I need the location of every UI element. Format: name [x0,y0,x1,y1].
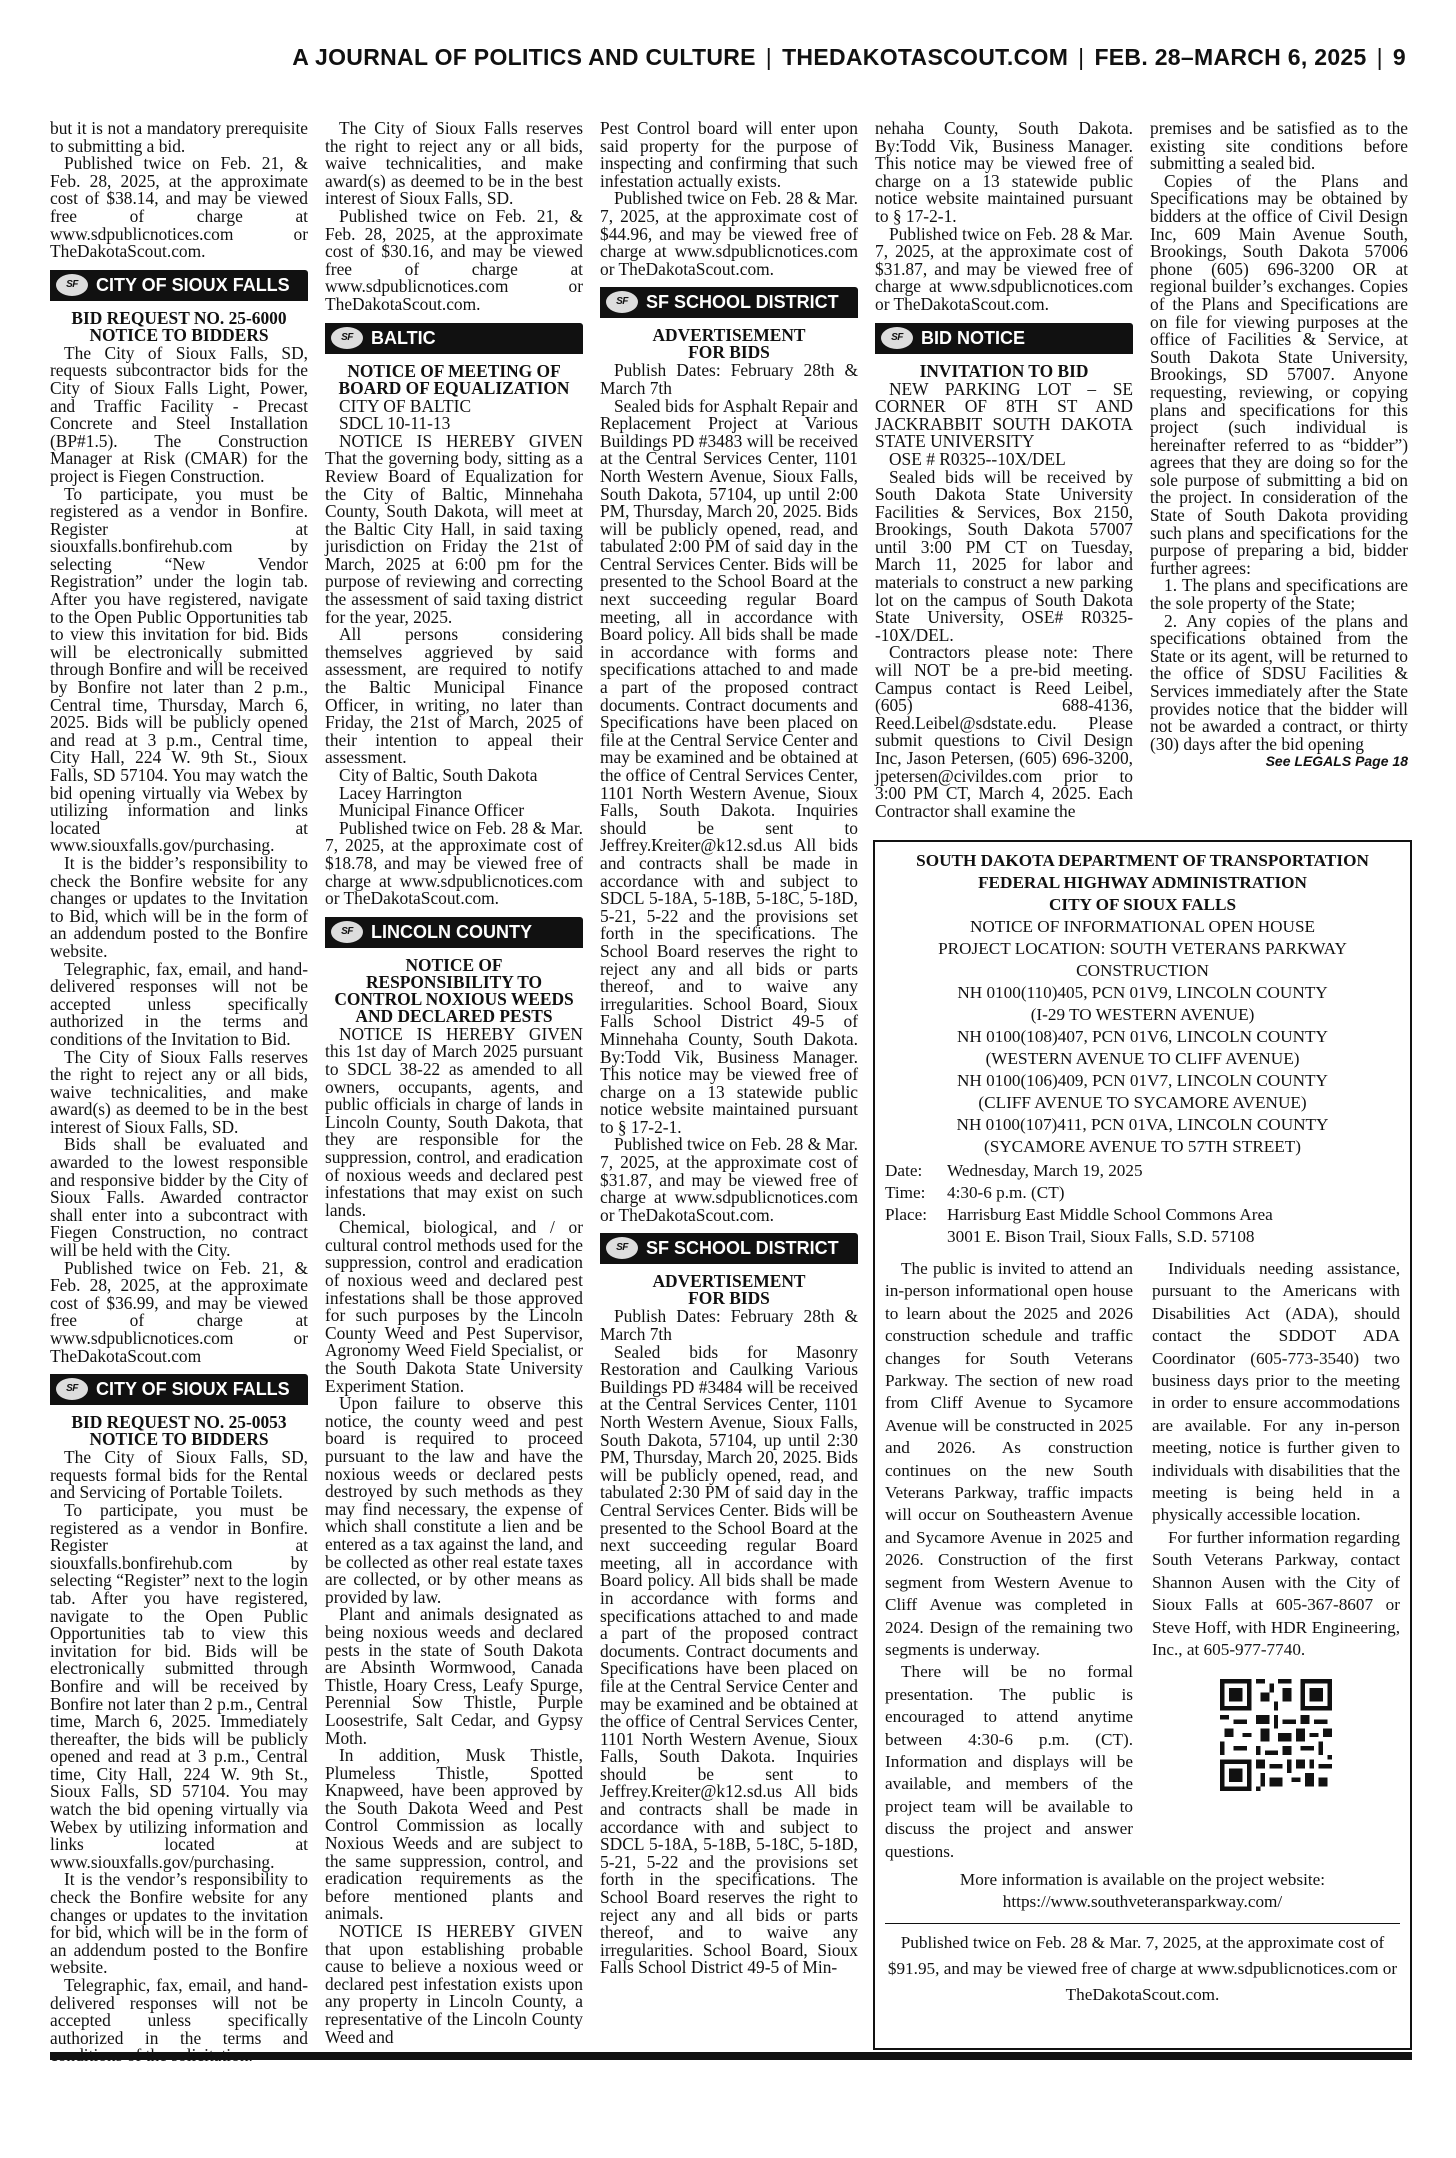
paragraph: NEW PARKING LOT – SE CORNER OF 8TH ST AND JACKRABBIT SOUTH DAKOTA STATE UNIVERSITY [875,378,1133,452]
paragraph: For further information regarding South Veterans Parkway, contact Shannon Ausen with the City of Sioux Falls at 605-367-8607 or Steve Hoff, with HDR Engineering, Inc., at 605-977-7740. [1152,1527,1400,1659]
line: Lacey Harrington [339,782,463,803]
paragraph: Published twice on Feb. 21, & Feb. 28, 2025, at the approximate cost of $36.99, and may be viewed free of charge at www.sdpublicnotices.com or TheDakotaScout.com [50,1257,308,1366]
notice-title: ADVERTISEMENT FOR BIDS [652,1271,806,1309]
paragraph: Published twice on Feb. 21, & Feb. 28, 2025, at the approximate cost of $30.16, and may be viewed free of charge at www.sdpublicnotices.com or TheDakotaScout.com. [325,205,583,314]
paragraph: OSE # R0325--10X/DEL [889,448,1066,469]
box-right-column [1152,1258,1400,1863]
place-address: 3001 E. Bison Trail, Sioux Falls, S.D. 57108 [947,1227,1255,1246]
scout-logo-icon: SF [881,327,913,349]
date-label: Date: [885,1161,923,1180]
category-header: SF BALTIC [325,323,583,354]
column-5 [1150,120,1408,835]
paragraph: Telegraphic, fax, email, and hand-delivered responses will not be accepted unless specifically authorized in the terms and conditions of the Invitation to Bid. [50,958,308,1049]
scout-logo-icon: SF [331,327,363,349]
line: City of Baltic, South Dakota [339,765,538,785]
scout-logo-icon: SF [331,921,363,943]
column-2 [325,120,583,2050]
scout-logo-icon: SF [56,274,88,296]
box-line: NOTICE OF INFORMATIONAL OPEN HOUSE [969,917,1316,936]
paragraph: but it is not a mandatory prerequisite to submitting a bid. [50,118,308,156]
paragraph: Upon failure to observe this notice, the county weed and pest board is required to proceed pursuant to the law and have the noxious weeds or declared pests destroyed by such methods as they may find necessary, the expense of which shall constitute a lien and be entered as a tax against the land, and be collected as other real estate taxes are collected, or by other means as provided by law. [325,1393,583,1607]
paragraph: Contractors please note: There will NOT be a pre-bid meeting. Campus contact is Reed Leibel, (605) 688-4136, Reed.Leibel@sdstate.edu. Please submit questions to Civil Design Inc, Jason Petersen, (605) 696-3200, jpetersen@civildes.com prior to 3:00 PM CT, March 4, 2025. Each Contractor shall examine the [875,642,1133,821]
box-heading: CITY OF SIOUX FALLS [1048,895,1237,914]
paragraph: Telegraphic, fax, email, and hand-delivered responses will not be accepted unless specifically authorized in the terms and [50,1975,308,2048]
box-line: (WESTERN AVENUE TO CLIFF AVENUE) [985,1049,1300,1068]
paragraph: In addition, Musk Thistle, Plumeless Thistle, Spotted Knapweed, have been approved by the South Dakota Weed and Pest Control Commission as locally Noxious Weeds and are subject to the same suppression, control, and eradication requirements as the before mentioned plants and animals. [325,1745,583,1924]
line: CITY OF BALTIC [339,395,472,416]
dot-notice-box [873,840,1412,2050]
project-website-link[interactable]: https://www.southveteransparkway.com/ [1002,1891,1283,1911]
paragraph: The City of Sioux Falls reserves the right to reject any or all bids, waive technicalities, and make award(s) as deemed to be in the best interest of Sioux Falls, SD. [50,1046,308,1137]
scout-logo-icon: SF [606,1237,638,1259]
column-4 [875,120,1133,835]
paragraph: The City of Sioux Falls, SD, requests formal bids for the Rental and Servicing of Portable Toilets. [50,1447,308,1503]
paragraph: 2. Any copies of the plans and specifications obtained from the State or its agent, will be returned to the office of SDSU Facilities & Services immediately after the State provides notice that the bidder will not be awarded a contract, or thirty (30) days after the bid opening [1150,610,1408,754]
box-line: NH 0100(107)411, PCN 01VA, LINCOLN COUNTY [956,1115,1329,1134]
paragraph: Pest Control board will enter upon said property for the purpose of inspecting and confirming that such infestation actually exists. [600,118,858,191]
time-label: Time: [885,1183,926,1202]
box-line: (CLIFF AVENUE TO SYCAMORE AVENUE) [978,1093,1307,1112]
box-line: NH 0100(108)407, PCN 01V6, LINCOLN COUNTY [957,1027,1328,1046]
paragraph: nehaha County, South Dakota. By:Todd Vik, Business Manager. This notice may be viewed free of charge on a 13 statewide public notice website maintained pursuant to § 17-2-1. [875,118,1133,226]
notice-title: BID REQUEST NO. 25-6000 NOTICE TO BIDDERS [71,307,287,345]
paragraph: NOTICE IS HEREBY GIVEN That the governing body, sitting as a Review Board of Equalization for the City of Baltic, Minnehaha County, South Dakota, will meet at the Baltic City Hall, in said taxing jurisdiction on Friday the 21st of March, 2025 at 6:00 pm for the purpose of reviewing and correcting the assessment of said taxing district for the year, 2025. [325,430,583,627]
paragraph: Published twice on Feb. 21, & Feb. 28, 2025, at the approximate cost of $38.14, and may be viewed free of charge at www.sdpublicnotices.com or TheDakotaScout.com. [50,153,308,262]
paragraph: Sealed bids for Masonry Restoration and Caulking Various Buildings PD #3484 will be received at the Central Services Center, 1101 North Western Avenue, Sioux Falls, South Dakota, 57104, up until 2:30 PM, Thursday, March 20, 2025. Bids will be publicly opened, read, and tabulated 2:30 PM of said day in the Central Services Center. Bids will be presented to the School Board at the next succeeding regular Board meeting, all in accordance with Board policy. All bids shall be made in accordance with forms and specifications attached to and made a part of the proposed contract documents. Contract documents and Specifications have been placed on file at the Central Service Center and may be examined and be obtained at the office of Central Services Center, 1101 North Western Avenue, Sioux Falls, South Dakota. Inquiries should be sent to Jeffrey.Kreiter@k12.sd.us All bids and contracts shall be made in accordance with and subject to SDCL 5-18A, 5-18B, 5-18C, 5-18D, 5-21, 5-22 and the provisions set forth in the specifications. The School Board reserves the right to reject any and all bids or parts thereof, and to waive any irregularities. School Board, Sioux Falls School District 49-5 of Min- [600,1341,858,1978]
paragraph: The public is invited to attend an in-person informational open house to learn about the 2025 and 2026 construction schedule and traffic changes for South Veterans Parkway. The section of new road from Cliff Avenue to Sycamore Avenue will be constructed in 2025 and 2026. As construction continues on the new South Veterans Parkway, traffic impacts will occur on Southeastern Avenue and Sycamore Avenue in 2025 and 2026. Construction of the first segment from Western Avenue to Cliff Avenue was completed in 2024. Design of the remaining two segments is underway. [885,1259,1133,1659]
paragraph: Published twice on Feb. 28 & Mar. 7, 2025, at the approximate cost of $44.96, and may be viewed free of charge at www.sdpublicnotices.com or TheDakotaScout.com. [600,188,858,279]
paragraph: Copies of the Plans and Specifications may be obtained by bidders at the office of Civil Design Inc, 609 Main Avenue South, Brookings, South Dakota 57006 phone (605) 696-3200 OR at regional builder’s exchanges. Copies of the Plans and Specifications are on file for viewing purposes at the office of Facilities & Service, at South Dakota State University, Brookings, SD 57007. Anyone requesting, reviewing, or copying plans and specifications for this project (such individual is hereinafter referred to as “bidder”) agrees that they are doing so for the sole purpose of submitting a bid on the project. In consideration of the State of South Dakota providing such plans and specifications for the purpose of preparing a bid, bidder further agrees: [1150,170,1408,578]
header-dates: FEB. 28–MARCH 6, 2025 [1094,44,1367,70]
more-info-text: More information is available on the project website: [959,1869,1326,1889]
paragraph: There will be no formal presentation. The public is encouraged to attend anytime between 4:30-6 p.m. (CT). Information and displays will be available, and members of the project team will be available to discuss the project and answer questions. [885,1662,1133,1861]
category-header: SF BID NOTICE [875,323,1133,354]
box-line: CONSTRUCTION [1076,961,1209,980]
paragraph: It is the bidder’s responsibility to check the Bonfire website for any changes or updates to the Invitation to Bid, which will be in the form of an addendum posted to the Bonfire website. [50,852,308,961]
box-heading: SOUTH DAKOTA DEPARTMENT OF TRANSPORTATION [916,851,1369,870]
category-header: SF CITY OF SIOUX FALLS [50,270,308,301]
paragraph: To participate, you must be registered as a vendor in Bonfire. Register at siouxfalls.bonfirehub.com by selecting “Register” next to the login tab. After you have registered, navigate to the Open Public Opportunities tab to view this invitation for bid. Bids will be electronically submitted through Bonfire and will be received by Bonfire not later than 2 p.m., Central time, March 6, 2025. Immediately thereafter, the bids will be publicly opened and read at 3 p.m., Central time, City Hall, 224 W. 9th St., Sioux Falls, SD 57104. You may watch the bid opening virtually via Webex by utilizing information and links located at www.siouxfalls.gov/purchasing. [50,1499,308,1872]
paragraph: Sealed bids for Asphalt Repair and Replacement Project at Various Buildings PD #3483 will be received at the Central Services Center, 1101 North Western Avenue, Sioux Falls, South Dakota, 57104, up until 2:00 PM, Thursday, March 20, 2025. Bids will be publicly opened, read, and tabulated 2:00 PM of said day in the Central Services Center. Bids will be presented to the School Board at the next succeeding regular Board meeting, all in accordance with Board policy. All bids shall be made in accordance with forms and specifications attached to and made a part of the proposed contract documents. Contract documents and Specifications have been placed on file at the Central Service Center and may be examined and be obtained at the office of Central Services Center, 1101 North Western Avenue, Sioux Falls, South Dakota. Inquiries should be sent to Jeffrey.Kreiter@k12.sd.us All bids and contracts shall be made in accordance with and subject to SDCL 5-18A, 5-18B, 5-18C, 5-18D, 5-21, 5-22 and the provisions set forth in the specifications. The School Board reserves the right to reject any and all bids or parts thereof, and to waive any irregularities. School Board, Sioux Falls School District 49-5 of Minnehaha County, South Dakota. By:Todd Vik, Business Manager. This notice may be viewed free of charge on a 13 statewide public notice website maintained pursuant to § 17-2-1. [600,395,858,1137]
paragraph: Publish Dates: February 28th & March 7th [600,1306,858,1345]
place-value: Harrisburg East Middle School Commons Area [947,1205,1273,1224]
paragraph: All persons considering themselves aggrieved by said assessment, are required to notify the Baltic Municipal Finance Officer, in writing, no later than Friday, the 21st of March, 2025 of their intention to appeal their assessment. [325,624,583,768]
notice-title: INVITATION TO BID [919,360,1089,381]
paragraph: Publish Dates: February 28th & March 7th [600,360,858,398]
paragraph: Sealed bids will be received by South Dakota State University Facilities & Services, Box 2150, Brookings, South Dakota 57007 until 3:00 PM CT on Tuesday, March 11, 2025 for labor and materials to construct a new parking lot on the campus of South Dakota State University, OSE# R0325--10X/DEL. [875,466,1133,645]
paragraph: It is the vendor’s responsibility to check the Bonfire website for any changes or updates to the invitation for bid, which will be in the form of an addendum posted to the Bonfire website. [50,1869,308,1978]
paragraph: Published twice on Feb. 28 & Mar. 7, 2025, at the approximate cost of $31.87, and may be viewed free of charge at www.sdpublicnotices.com or TheDakotaScout.com. [600,1134,858,1225]
box-line: (I-29 TO WESTERN AVENUE) [1030,1005,1255,1024]
category-header: SF SF SCHOOL DISTRICT [600,287,858,318]
paragraph: Individuals needing assistance, pursuant to the Americans with Disabilities Act (ADA), should contact the SDDOT ADA Coordinator (605-773-3540) two business days prior to the meeting in order to ensure accommodations are available. For any in-person meeting, notice is further given to individuals with disabilities that the meeting is being held in a physically accessible location. [1152,1259,1400,1525]
notice-title: NOTICE OF MEETING OF BOARD OF EQUALIZATION [338,360,570,398]
paragraph: NOTICE IS HEREBY GIVEN that upon establishing probable cause to believe a noxious weed or declared pest infestation exists upon any property in Lincoln County, a representative of the Lincoln County Weed and [325,1921,583,2047]
time-value: 4:30-6 p.m. (CT) [947,1183,1065,1202]
column-3 [600,120,858,2050]
paragraph: The City of Sioux Falls reserves the right to reject any or all bids, waive technicalities, and make award(s) as deemed to be in the best interest of Sioux Falls, SD. [325,118,583,209]
project-website-note [885,1869,1400,1913]
notice-title: NOTICE OF RESPONSIBILITY TO CONTROL NOXIOUS WEEDS AND DECLARED PESTS [334,954,574,1026]
notice-title: ADVERTISEMENT FOR BIDS [652,325,806,363]
box-left-column [885,1258,1133,1863]
paragraph: Published twice on Feb. 28 & Mar. 7, 2025, at the approximate cost of $18.78, and may be viewed free of charge at www.sdpublicnotices.com or TheDakotaScout.com. [325,817,583,909]
divider [885,1923,1400,1924]
box-body [885,1258,1400,1863]
place-label: Place: [885,1205,927,1224]
paragraph: NOTICE IS HEREBY GIVEN this 1st day of March 2025 pursuant to SDCL 38-22 as amended to all owners, occupants, agents, and public officials in charge of lands in Lincoln County, South Dakota, that they are responsible for the suppression, control, and eradication of noxious weeds and declared pest infestations that may exist on such lands. [325,1023,583,1220]
paragraph: The City of Sioux Falls, SD, requests subcontractor bids for the City of Sioux Falls Light, Power, and Traffic Facility - Precast Concrete and Steel Installation (BP#1.5). The Construction Manager at Risk (CMAR) for the project is Fiegen Construction. [50,342,308,486]
category-header: SF LINCOLN COUNTY [325,917,583,948]
line: SDCL 10-11-13 [339,413,451,434]
line: Municipal Finance Officer [339,800,525,821]
paragraph: To participate, you must be registered as a vendor in Bonfire. Register at siouxfalls.bonfirehub.com by selecting “New Vendor Registration” under the login tab. After you have registered, navigate to the Open Public Opportunities tab to view this invitation for bid. Bids will be electronically submitted through Bonfire and will be received by Bonfire not later than 2 p.m., Central time, Thursday, March 6, 2025. Bids will be publicly opened and read at 3 p.m., Central time, City Hall, 224 W. 9th St., Sioux Falls, SD 57104. You may watch the bid opening virtually via Webex by utilizing information and links located at www.siouxfalls.gov/purchasing. [50,483,308,856]
paragraph: Plant and animals designated as being noxious weeds and declared pests in the state of South Dakota are Absinth Wormwood, Canada Thistle, Hoary Cress, Leafy Spurge, Perennial Sow Thistle, Purple Loosestrife, Salt Cedar, and Gypsy Moth. [325,1604,583,1748]
event-details [885,1160,1273,1248]
box-line: NH 0100(110)405, PCN 01V9, LINCOLN COUNTY [957,983,1328,1002]
column-1 [50,120,308,2050]
paragraph: Published twice on Feb. 28 & Mar. 7, 2025, at the approximate cost of $31.87, and may be viewed free of charge at www.sdpublicnotices.com or TheDakotaScout.com. [875,223,1133,314]
paragraph: Chemical, biological, and / or cultural control methods used for the suppression, control and eradication of noxious weed and declared pest infestations shall be those approved for such purposes by the Lincoln County Weed and Pest Supervisor, Agronomy Weed Field Specialist, or the South Dakota State University Experiment Station. [325,1217,583,1396]
box-line: PROJECT LOCATION: SOUTH VETERANS PARKWAY [938,939,1347,958]
header-site: THEDAKOTASCOUT.COM [782,44,1069,70]
page-number: 9 [1392,44,1406,70]
box-line: (SYCAMORE AVENUE TO 57TH STREET) [983,1137,1302,1156]
notice-title: BID REQUEST NO. 25-0053 NOTICE TO BIDDERS [71,1412,287,1450]
category-header: SF SF SCHOOL DISTRICT [600,1233,858,1264]
category-header: SF CITY OF SIOUX FALLS [50,1374,308,1405]
publication-note: Published twice on Feb. 28 & Mar. 7, 2025, at the approximate cost of $91.95, and may be viewed free of charge at www.sdpublicnotices.com or TheDakotaScout.com. [887,1932,1398,2004]
paragraph: Bids shall be evaluated and awarded to the lowest responsible and responsive bidder by the City of Sioux Falls. Awarded contractor shall enter into a subcontract with Fiegen Construction, no contract will be held with the City. [50,1134,308,1261]
page-header: A JOURNAL OF POLITICS AND CULTURE | THEDAKOTASCOUT.COM | FEB. 28–MARCH 6, 2025 | 9 [292,44,1406,70]
box-line: NH 0100(106)409, PCN 01V7, LINCOLN COUNTY [957,1071,1328,1090]
qr-code-icon[interactable] [1220,1679,1332,1791]
paragraph: 1. The plans and specifications are the sole property of the State; [1150,575,1408,614]
date-value: Wednesday, March 19, 2025 [947,1161,1143,1180]
paragraph: premises and be satisfied as to the existing site conditions before submitting a sealed bid. [1150,118,1408,174]
scout-logo-icon: SF [606,291,638,313]
box-heading: FEDERAL HIGHWAY ADMINISTRATION [978,873,1307,892]
scout-logo-icon: SF [56,1378,88,1400]
header-tagline: A JOURNAL OF POLITICS AND CULTURE [292,44,756,70]
bottom-rule [50,2052,1412,2060]
see-legals-link[interactable]: See LEGALS Page 18 [1265,753,1408,770]
